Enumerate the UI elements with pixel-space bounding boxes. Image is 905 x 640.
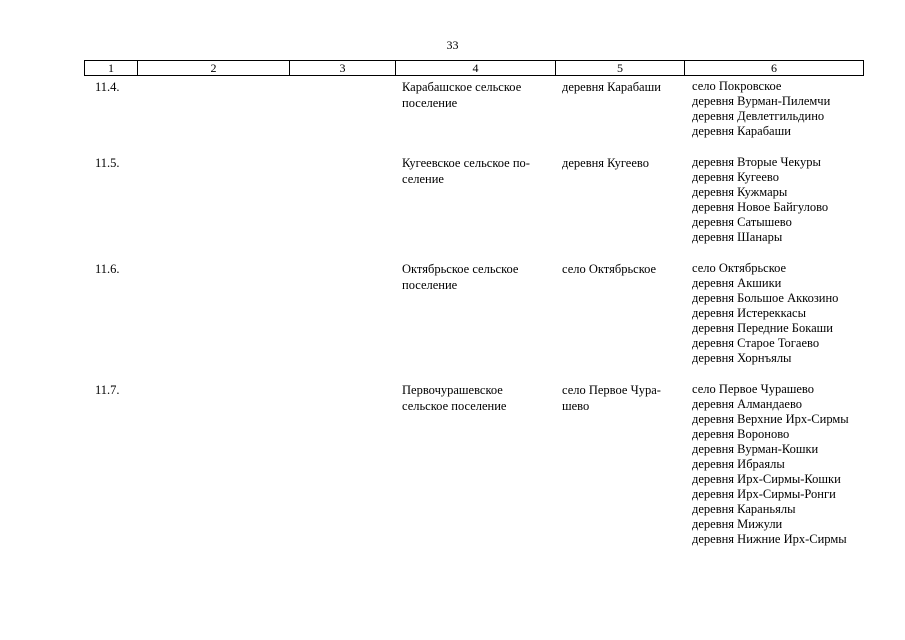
- administrative-center: село Первое Чура- шево: [562, 383, 661, 413]
- settlement-name: Карабашское сельское поселение: [402, 80, 522, 110]
- column-header-2: 2: [138, 61, 290, 76]
- list-item: деревня Новое Байгулово: [692, 200, 829, 214]
- list-item: деревня Ирх-Сирмы-Ронги: [692, 487, 836, 501]
- list-item: деревня Истереккасы: [692, 306, 807, 320]
- places-list: [692, 155, 892, 245]
- column-header-6: 6: [685, 61, 864, 76]
- list-item: село Октябрьское: [692, 261, 787, 275]
- list-item: деревня Девлетгильдино: [692, 109, 825, 123]
- list-item: деревня Кужмары: [692, 185, 788, 199]
- settlement-name: Кугеевское сельское по- селение: [402, 156, 530, 186]
- list-item: деревня Шанары: [692, 230, 783, 244]
- table-row: [0, 382, 905, 547]
- table-row: [0, 261, 905, 366]
- list-item: село Покровское: [692, 79, 782, 93]
- column-header-1: 1: [85, 61, 138, 76]
- list-item: деревня Карабаши: [692, 124, 791, 138]
- list-item: деревня Передние Бокаши: [692, 321, 833, 335]
- column-header-4: 4: [396, 61, 556, 76]
- row-number: 11.6.: [95, 262, 120, 276]
- administrative-center: деревня Кугеево: [562, 156, 649, 170]
- table-row: [0, 79, 905, 139]
- list-item: деревня Хорнъялы: [692, 351, 792, 365]
- page-number: 33: [446, 38, 459, 52]
- table-row: [0, 155, 905, 245]
- list-item: село Первое Чурашево: [692, 382, 814, 396]
- list-item: деревня Вурман-Кошки: [692, 442, 819, 456]
- list-item: деревня Караньялы: [692, 502, 796, 516]
- row-number: 11.7.: [95, 383, 120, 397]
- row-number: 11.5.: [95, 156, 120, 170]
- administrative-center: село Октябрьское: [562, 262, 657, 276]
- settlement-name: Первочурашевское сельское поселение: [402, 383, 507, 413]
- settlement-name: Октябрьское сельское поселение: [402, 262, 519, 292]
- places-list: [692, 79, 892, 139]
- column-header-5: 5: [556, 61, 685, 76]
- column-number-header: [84, 60, 864, 76]
- list-item: деревня Вторые Чекуры: [692, 155, 821, 169]
- list-item: деревня Сатышево: [692, 215, 792, 229]
- list-item: деревня Алмандаево: [692, 397, 803, 411]
- table-body: [0, 79, 905, 563]
- list-item: деревня Ирх-Сирмы-Кошки: [692, 472, 841, 486]
- list-item: деревня Ибраялы: [692, 457, 785, 471]
- list-item: деревня Акшики: [692, 276, 782, 290]
- list-item: деревня Вурман-Пилемчи: [692, 94, 831, 108]
- administrative-center: деревня Карабаши: [562, 80, 661, 94]
- list-item: деревня Большое Аккозино: [692, 291, 839, 305]
- list-item: деревня Верхние Ирх-Сирмы: [692, 412, 849, 426]
- column-header-3: 3: [290, 61, 396, 76]
- list-item: деревня Вороново: [692, 427, 790, 441]
- places-list: [692, 261, 892, 366]
- list-item: деревня Нижние Ирх-Сирмы: [692, 532, 847, 546]
- list-item: деревня Мижули: [692, 517, 783, 531]
- places-list: [692, 382, 892, 547]
- list-item: деревня Кугеево: [692, 170, 779, 184]
- list-item: деревня Старое Тогаево: [692, 336, 820, 350]
- row-number: 11.4.: [95, 80, 120, 94]
